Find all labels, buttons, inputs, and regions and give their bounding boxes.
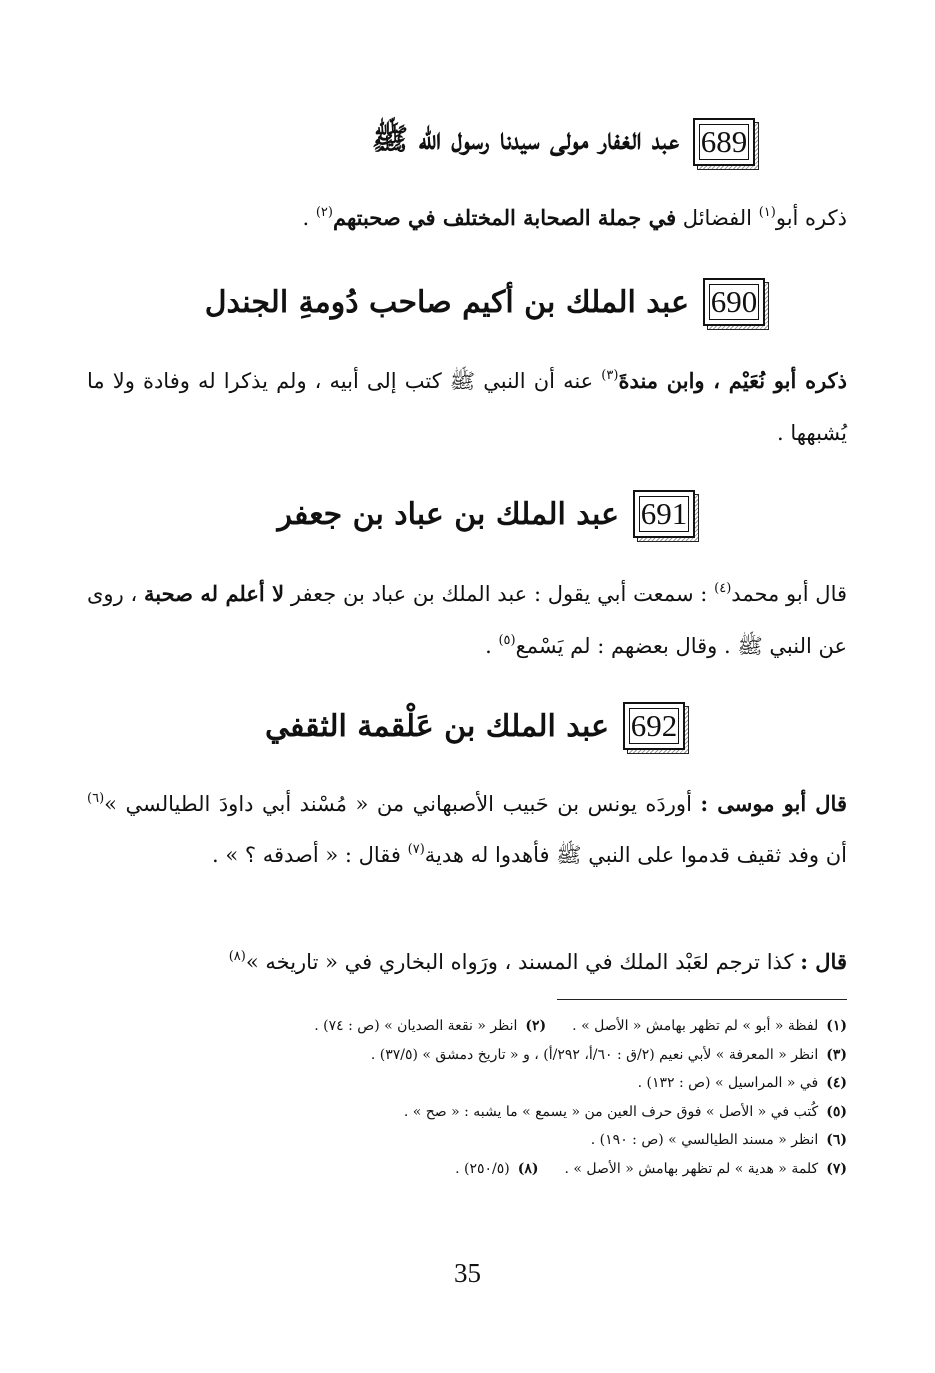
footnote-line: (٥)كُتب في « الأصل » فوق حرف العين من « يسمع » ما يشبه : « صح » .: [403, 1103, 847, 1120]
entry-text: ذكره أبو$^{(١)}$ الفضائل في جملة الصحابة المختلف في صحبتهم$^{(٢)}$ .: [302, 205, 847, 230]
entry-text: قال أبو محمد$^{(٤)}$ : سمعت أبي يقول : عبد الملك بن عباد بن جعفر لا أعلم له صحبة ، روى عن النبي ﷺ . وقال بعضهم : لم يَسْمع$^{(٥)}$ .: [87, 581, 848, 658]
entry-heading: [372, 118, 755, 166]
footnote-line: (٧)كلمة « هدية » لم تظهر بهامش « الأصل » .(٨)(٢٥٠/٥) .: [455, 1160, 847, 1177]
footnote-ref[interactable]: (٥): [498, 633, 516, 648]
entry-number-box: [693, 118, 755, 166]
entry-number: 690: [710, 284, 758, 319]
footnote-line: (٦)انظر « مسند الطيالسي » (ص : ١٩٠) .: [590, 1132, 847, 1148]
footnote-line: (١)لفظة « أبو » لم تظهر بهامش « الأصل » .(٢)انظر « نقعة الصديان » (ص : ٧٤) .: [314, 1018, 847, 1034]
entry-title: عبد الملك بن عباد بن جعفر: [277, 496, 619, 532]
footnote-ref[interactable]: (٢): [315, 205, 333, 220]
entry-number: 692: [630, 708, 678, 743]
entry-number-box: [623, 702, 685, 750]
footnote-ref[interactable]: (٤): [714, 581, 732, 596]
entry-heading: [265, 702, 685, 750]
entry-text: قال أبو موسى : أوردَه يونس بن حَبيب الأصبهاني من « مُسْند أبي داودَ الطيالسي »$^{(٦)}$ أن وفد ثقيف قدموا على النبي ﷺ فأهدوا له هدية$^{(٧)}$ فقال : « أصدقه ؟ » .: [87, 791, 847, 867]
footnote-ref[interactable]: (٦): [87, 791, 105, 806]
entry-text: ذكره أبو نُعَيْم ، وابن مندةَ$^{(٣)}$ عنه أن النبي ﷺ كتب إلى أبيه ، ولم يذكرا له وفادة ولا ما يُشبهها .: [87, 368, 848, 445]
footnote-ref[interactable]: (١): [758, 205, 776, 220]
footnote-ref[interactable]: (٧): [407, 842, 425, 857]
entry-number-box: [633, 490, 695, 538]
entry-title: عبد الملك بن عَلْقمة الثقفي: [264, 708, 609, 744]
entry-text: قال : كذا ترجم لعَبْد الملك في المسند ، ورَواه البخاري في « تاريخه »$^{(٨)}$: [228, 949, 847, 974]
entry-heading: [205, 278, 765, 326]
entry-number: 689: [700, 124, 748, 159]
entry-title: عبد الغفار مولى سيدنا رسول الله ﷺ: [371, 121, 679, 157]
footnote-line: (٤)في « المراسيل » (ص : ١٣٢) .: [637, 1075, 847, 1091]
footnote-line: (٣)انظر « المعرفة » لأبي نعيم (٢/ق : ٦٠/أ، ٢٩٢/أ) ، و « تاريخ دمشق » (٣٧/٥) .: [370, 1046, 847, 1063]
entry-number: 691: [640, 496, 688, 531]
entry-title: عبد الملك بن أكيم صاحب دُومةِ الجندل: [204, 284, 689, 320]
footnotes: [87, 1012, 847, 1183]
entry-number-box: [703, 278, 765, 326]
footnote-ref[interactable]: (٣): [601, 368, 619, 383]
entry-heading: [277, 490, 695, 538]
footnote-ref[interactable]: (٨): [228, 949, 246, 964]
page-number: 35: [454, 1258, 481, 1288]
footnote-separator: [557, 999, 847, 1000]
